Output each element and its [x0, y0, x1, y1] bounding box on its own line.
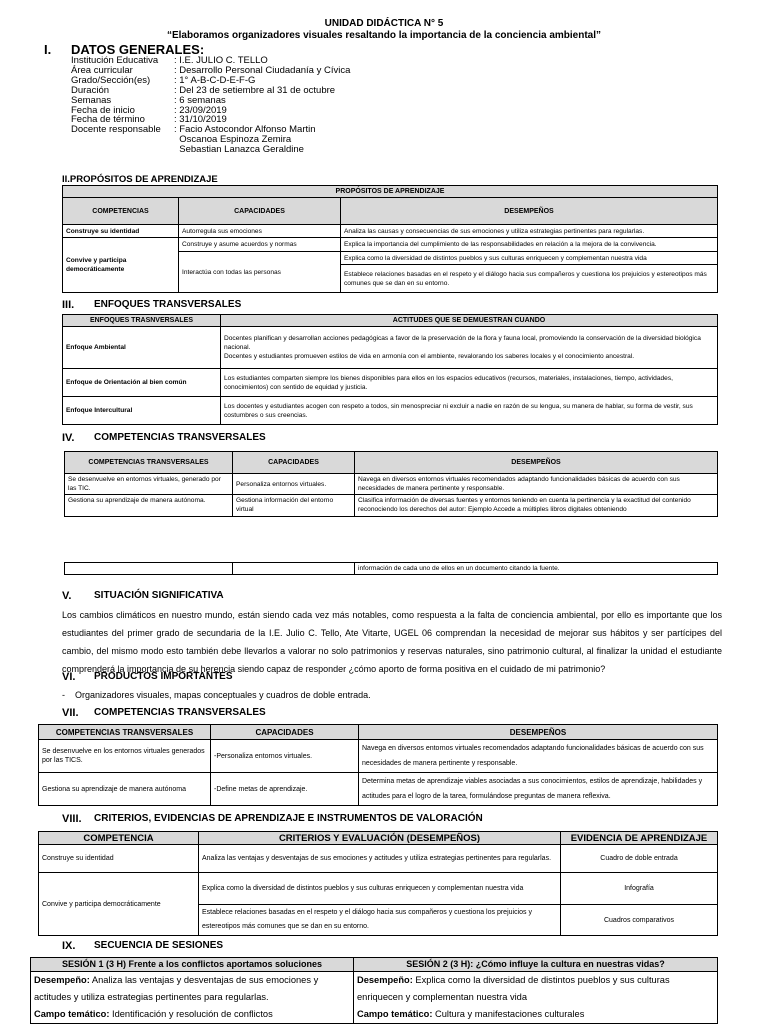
- table-cell: Se desenvuelve en entornos virtuales, generado por las TIC.: [65, 474, 233, 495]
- unit-title: “Elaboramos organizadores visuales resaltando la importancia de la conciencia ambiental”: [166, 30, 602, 41]
- col-header: DESEMPEÑOS: [341, 198, 718, 225]
- section-1-num: I.: [44, 42, 52, 57]
- col-header: COMPETENCIAS: [63, 198, 179, 225]
- table-cell: Docentes planifican y desarrollan acciones pedagógicas a favor de la preservación de la flora y fauna local, promoviendo la conservación de la diversidad biológica nacional. Docentes y estudiantes promueven estilos de vida en armonía con el ambiente, revalorando los saberes locales y el conocimiento ancestral.: [221, 327, 718, 369]
- table-cell: [233, 563, 355, 575]
- table-cell: Enfoque Ambiental: [63, 327, 221, 369]
- col-header: ENFOQUES TRASNVERSALES: [63, 315, 221, 327]
- col-header: COMPETENCIAS TRANSVERSALES: [39, 725, 211, 740]
- datos-row: Duración : Del 23 de setiembre al 31 de octubre: [71, 84, 336, 96]
- table-cell: -Personaliza entornos virtuales.: [211, 740, 359, 773]
- table-cell: Convive y participa democráticamente: [63, 238, 179, 293]
- section-6-title: PRODUCTOS IMPORTANTES: [94, 671, 233, 682]
- competencias-table-1: [64, 451, 718, 517]
- table-cell: Autorregula sus emociones: [179, 225, 341, 238]
- section-2-title: II.PROPÓSITOS DE APRENDIZAJE: [62, 174, 218, 185]
- section-4-title: COMPETENCIAS TRANSVERSALES: [94, 432, 266, 443]
- table-cell: Se desenvuelve en los entornos virtuales generados por las TICS.: [39, 740, 211, 773]
- table-cell: Construye su identidad: [39, 845, 199, 873]
- datos-row: Grado/Sección(es) : 1° A-B-C-D-E-F-G: [71, 74, 256, 86]
- section-9-title: SECUENCIA DE SESIONES: [94, 940, 224, 951]
- datos-generales: [71, 56, 350, 155]
- propositos-table: [62, 185, 718, 293]
- table-cell: Construye y asume acuerdos y normas: [179, 238, 341, 252]
- col-header: COMPETENCIAS TRANSVERSALES: [65, 452, 233, 474]
- table-cell: Interactúa con todas las personas: [179, 252, 341, 293]
- section-9-num: IX.: [62, 940, 76, 952]
- datos-row: Docente responsable : Facio Astocondor Alfonso Martin: [71, 124, 316, 136]
- table-cell: Explica como la diversidad de distintos pueblos y sus culturas enriquecen y complementan nuestra vida: [199, 873, 561, 905]
- table-cell: Explica la importancia del cumplimiento de las responsabilidades en relación a la mejora de la convivencia.: [341, 238, 718, 252]
- datos-row: Semanas : 6 semanas: [71, 94, 226, 106]
- section-4-num: IV.: [62, 432, 75, 444]
- datos-row: Área curricular : Desarrollo Personal Ciudadanía y Cívica: [71, 64, 351, 76]
- table-cell: Construye su identidad: [63, 225, 179, 238]
- col-header: CAPACIDADES: [179, 198, 341, 225]
- col-header: CRITERIOS Y EVALUACIÓN (DESEMPEÑOS): [199, 832, 561, 845]
- table-cell: -Define metas de aprendizaje.: [211, 773, 359, 806]
- datos-row: Sebastian Lanazca Geraldine: [174, 144, 304, 156]
- session-1-content: Desempeño: Analiza las ventajas y desventajas de sus emociones y actitudes y utiliza estrategias pertinentes para regularlas. Campo temático: Identificación y resolución de conflictos: [31, 972, 354, 1024]
- section-8-title: CRITERIOS, EVIDENCIAS DE APRENDIZAJE E INSTRUMENTOS DE VALORACIÓN: [94, 813, 483, 824]
- table-title: PROPÓSITOS DE APRENDIZAJE: [63, 186, 718, 198]
- table-cell: Convive y participa democráticamente: [39, 873, 199, 936]
- table-cell: Explica como la diversidad de distintos pueblos y sus culturas enriquecen y complementan nuestra vida: [341, 252, 718, 265]
- table-cell: [65, 563, 233, 575]
- section-7-title: COMPETENCIAS TRANSVERSALES: [94, 707, 266, 718]
- section-5-title: SITUACIÓN SIGNIFICATIVA: [94, 590, 224, 601]
- table-cell: Clasifica información de diversas fuentes y entornos teniendo en cuenta la pertinencia y la exactitud del contenido reconociendo los derechos del autor: Ejemplo Accede a múltiples libros digitales obteniendo: [355, 495, 718, 517]
- datos-row: Institución Educativa : I.E. JULIO C. TELLO: [71, 55, 268, 66]
- unit-heading: UNIDAD DIDÁCTICA N° 5: [324, 18, 444, 29]
- productos-item: - Organizadores visuales, mapas conceptuales y cuadros de doble entrada.: [62, 690, 371, 700]
- table-cell: Los estudiantes comparten siempre los bienes disponibles para ellos en los espacios educativos (recursos, materiales, instalaciones, tiempo, actividades, conocimientos) con sentido de equidad y justicia.: [221, 369, 718, 397]
- col-header: CAPACIDADES: [233, 452, 355, 474]
- table-cell: Enfoque Intercultural: [63, 397, 221, 425]
- table-cell: Establece relaciones basadas en el respeto y el diálogo hacia sus compañeros y cuestiona los prejuicios y estereotipos más comunes que se dan en su entorno.: [199, 905, 561, 936]
- session-1-header: SESIÓN 1 (3 H) Frente a los conflictos aportamos soluciones: [31, 958, 354, 972]
- table-cell: Navega en diversos entornos virtuales recomendados adaptando funcionalidades básicas de acuerdo con sus necesidades de manera pertinente y responsable.: [355, 474, 718, 495]
- table-cell: Cuadro de doble entrada: [561, 845, 718, 873]
- table-cell: Analiza las causas y consecuencias de sus emociones y utiliza estrategias pertinentes para regularlas.: [341, 225, 718, 238]
- table-cell: información de cada uno de ellos en un documento citando la fuente.: [355, 563, 718, 575]
- criterios-table: [38, 831, 718, 936]
- col-header: DESEMPEÑOS: [355, 452, 718, 474]
- competencias-table-1-continued: [64, 562, 718, 575]
- table-cell: Establece relaciones basadas en el respeto y el diálogo hacia sus compañeros y cuestiona los prejuicios y estereotipos más comunes que se dan en su entorno.: [341, 265, 718, 293]
- section-3-num: III.: [62, 299, 75, 311]
- section-8-num: VIII.: [62, 813, 82, 825]
- section-5-num: V.: [62, 590, 72, 602]
- col-header: CAPACIDADES: [211, 725, 359, 740]
- section-7-num: VII.: [62, 707, 79, 719]
- enfoques-table: [62, 314, 718, 425]
- table-cell: Gestiona su aprendizaje de manera autónoma.: [65, 495, 233, 517]
- competencias-table-2: [38, 724, 718, 806]
- section-1-title: DATOS GENERALES:: [71, 42, 205, 57]
- table-cell: Gestiona su aprendizaje de manera autónoma: [39, 773, 211, 806]
- col-header: DESEMPEÑOS: [359, 725, 718, 740]
- session-2-header: SESIÓN 2 (3 H): ¿Cómo influye la cultura en nuestras vidas?: [354, 958, 718, 972]
- datos-row: Fecha de inicio : 23/09/2019: [71, 104, 227, 116]
- table-cell: Los docentes y estudiantes acogen con respeto a todos, sin menospreciar ni excluir a nadie en razón de su lengua, su manera de hablar, su forma de vestir, sus costumbres o sus creencias.: [221, 397, 718, 425]
- datos-row: Oscanoa Espinoza Zemira: [174, 134, 292, 146]
- situacion-text: Los cambios climáticos en nuestro mundo, están siendo cada vez más notables, como respuesta a la falta de conciencia ambiental, por ello es importante que los estudiantes del primer grado de secundaria de la I.E. Julio C. Tello, Ate Vitarte, UGEL 06 comprendan la necesidad de mejorar sus hábitos y ser partícipes del cambio, del mismo modo esto también debe llevarlos a valorar no solo patrimonios y reservas naturales, sino patrimonio cultural, al finalizar la unidad el estudiante comprenderá la importancia de su herencia siendo capaz de responder ¿cómo aporto de forma positiva en el cuidado de mi patrimonio?: [62, 610, 722, 674]
- section-6-num: VI.: [62, 671, 76, 683]
- datos-row: Fecha de término : 31/10/2019: [71, 114, 227, 126]
- table-cell: Personaliza entornos virtuales.: [233, 474, 355, 495]
- table-cell: Cuadros comparativos: [561, 905, 718, 936]
- table-cell: Analiza las ventajas y desventajas de sus emociones y actitudes y utiliza estrategias pertinentes para regularlas.: [199, 845, 561, 873]
- table-cell: Determina metas de aprendizaje viables asociadas a sus conocimientos, estilos de aprendizaje, habilidades y actitudes para el logro de la tarea, formulándose preguntas de manera reflexiva.: [359, 773, 718, 806]
- table-cell: Enfoque de Orientación al bien común: [63, 369, 221, 397]
- section-3-title: ENFOQUES TRANSVERSALES: [94, 299, 242, 310]
- table-cell: Infografía: [561, 873, 718, 905]
- col-header: COMPETENCIA: [39, 832, 199, 845]
- col-header: EVIDENCIA DE APRENDIZAJE: [561, 832, 718, 845]
- table-cell: Gestiona información del entorno virtual: [233, 495, 355, 517]
- sesiones-table: [30, 957, 718, 1024]
- session-2-content: Desempeño: Explica como la diversidad de distintos pueblos y sus culturas enriquecen y complementan nuestra vida Campo temático: Cultura y manifestaciones culturales: [354, 972, 718, 1024]
- col-header: ACTITUDES QUE SE DEMUESTRAN CUANDO: [221, 315, 718, 327]
- table-cell: Navega en diversos entornos virtuales recomendados adaptando funcionalidades básicas de acuerdo con sus necesidades de manera pertinente y responsable.: [359, 740, 718, 773]
